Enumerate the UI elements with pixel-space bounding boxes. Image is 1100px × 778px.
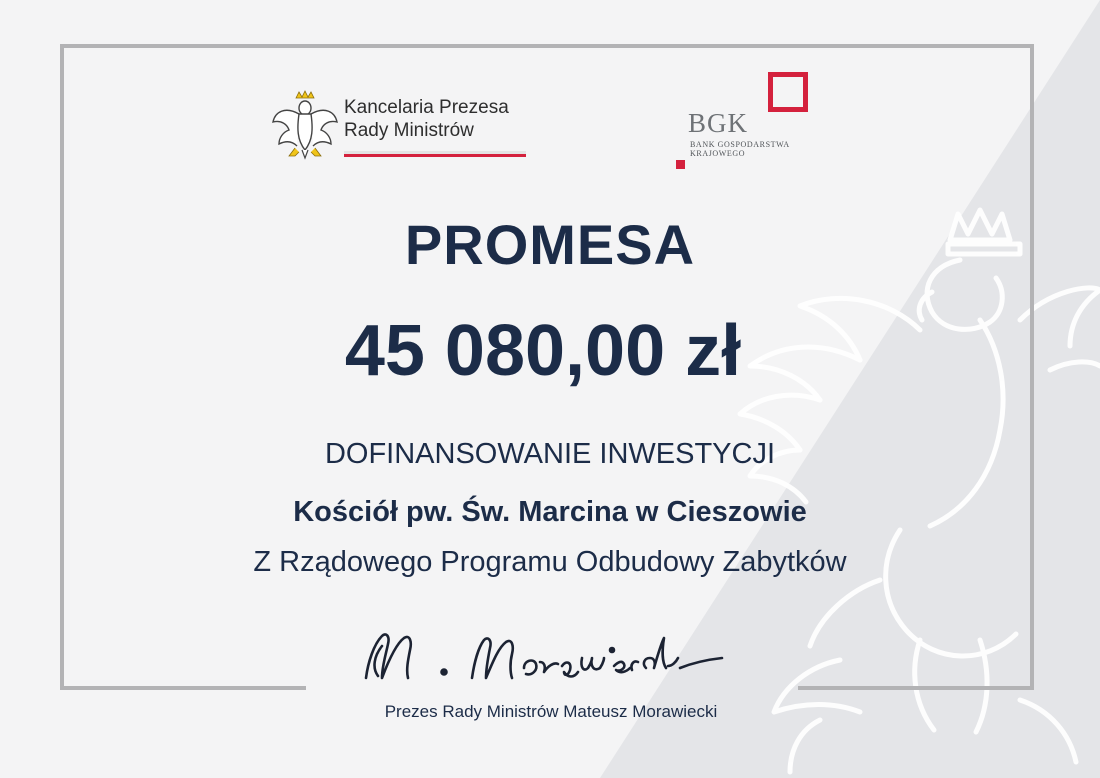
bgk-dot-mark — [676, 160, 685, 169]
bgk-full-name-line1: BANK GOSPODARSTWA — [690, 140, 790, 149]
investment-object-name: Kościół pw. Św. Marcina w Cieszowie — [293, 496, 807, 528]
signer-caption: Prezes Rady Ministrów Mateusz Morawiecki — [384, 702, 718, 721]
bgk-letters: BGK — [688, 108, 749, 138]
handwritten-signature — [356, 628, 746, 688]
frame-bottom-right-segment — [798, 686, 1030, 690]
kprm-name — [344, 96, 526, 157]
polish-eagle-icon — [272, 90, 338, 162]
frame-bottom-left-segment — [60, 686, 306, 690]
kprm-name-line2: Rady Ministrów — [344, 120, 474, 141]
promise-amount: 45 080,00 zł — [344, 311, 742, 391]
bgk-full-name-line2: KRAJOWEGO — [690, 149, 746, 158]
document-title: PROMESA — [404, 213, 696, 276]
document-subtitle: DOFINANSOWANIE INWESTYCJI — [324, 438, 776, 470]
bgk-full-name — [690, 140, 790, 158]
program-name: Z Rządowego Programu Odbudowy Zabytków — [253, 546, 847, 578]
kprm-name-line1: Kancelaria Prezesa — [344, 97, 509, 118]
kprm-logo — [272, 90, 526, 162]
bgk-square-mark — [768, 72, 808, 112]
bgk-logo — [674, 72, 824, 172]
kprm-flag-bar — [344, 151, 526, 157]
